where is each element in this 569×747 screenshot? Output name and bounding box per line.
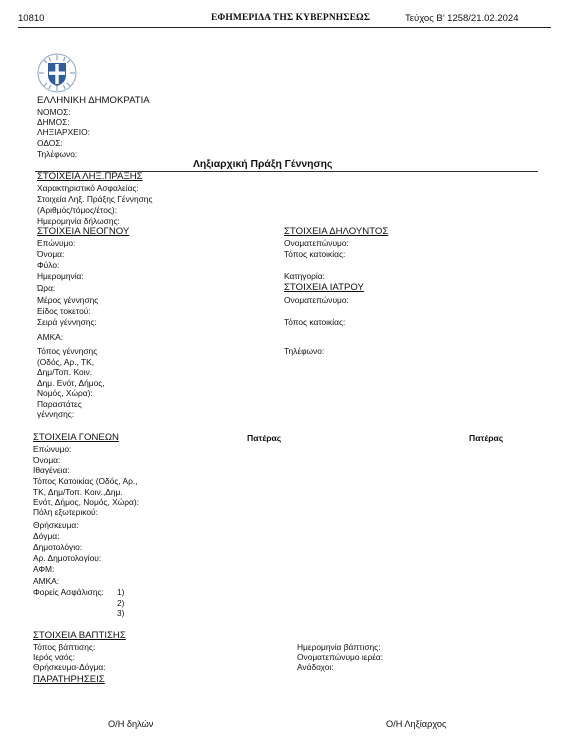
parent-religion-field: Θρήσκευμα:: [33, 520, 79, 530]
parent-residence-line-2: ΤΚ, Δημ/Τοπ. Κοιν.,Δημ.: [33, 487, 123, 497]
declarant-signature-label: Ο/Η δηλών: [108, 719, 154, 729]
birthplace-line-5: Νομός, Χώρα):: [37, 388, 93, 398]
prefecture-field: ΝΟΜΟΣ:: [37, 107, 71, 117]
baptism-religion-field: Θρήσκευμα-Δόγμα:: [33, 662, 106, 672]
newborn-time-field: Ώρα:: [37, 283, 56, 293]
security-feature-field: Χαρακτηριστικό Ασφαλείας:: [37, 183, 139, 193]
declarant-name-field: Ονοματεπώνυμο:: [284, 238, 349, 248]
municipality-field: ΔΗΜΟΣ:: [37, 117, 70, 127]
parent-denomination-field: Δόγμα:: [33, 531, 60, 541]
insurer-item-1: 1): [117, 587, 125, 597]
doctor-heading: ΣΤΟΙΧΕΙΑ ΙΑΤΡΟΥ: [284, 282, 364, 293]
form-title: Ληξιαρχική Πράξη Γέννησης: [193, 159, 333, 170]
parent-register-number-field: Αρ. Δημοτολογίου:: [33, 553, 102, 563]
birthplace-line-3: Δημ/Τοπ. Κοιν.: [37, 367, 93, 377]
doctor-name-field: Ονοματεπώνυμο:: [284, 295, 349, 305]
doctor-phone-field: Τηλέφωνο:: [284, 346, 325, 356]
birth-attendants-line-1: Παραστάτες: [37, 399, 82, 409]
newborn-sex-field: Φύλο:: [37, 260, 60, 270]
parent-municipal-register-field: Δημοτολόγιο:: [33, 542, 83, 552]
parent-residence-line-1: Τόπος Κατοικίας (Οδός, Αρ.,: [33, 476, 138, 486]
registrar-signature-label: Ο/Η Ληξίαρχος: [386, 719, 447, 729]
newborn-heading: ΣΤΟΙΧΕΙΑ ΝΕΟΓΝΟΥ: [37, 226, 130, 237]
parent-insurers-field: Φορείς Ασφάλισης:: [33, 587, 104, 597]
insurer-item-3: 3): [117, 608, 125, 618]
greek-emblem-icon: [37, 53, 77, 93]
declarant-category-field: Κατηγορία:: [284, 271, 325, 281]
godparents-field: Ανάδοχοι:: [297, 662, 334, 672]
newborn-surname-field: Επώνυμο:: [37, 238, 76, 248]
parent-amka-field: ΑΜΚΑ:: [33, 576, 60, 586]
parent-name-field: Όνομα:: [33, 455, 61, 465]
birth-order-field: Σειρά γέννησης:: [37, 317, 97, 327]
gazette-name: ΕΦΗΜΕΡΙΔΑ ΤΗΣ ΚΥΒΕΡΝΗΣΕΩΣ: [211, 13, 371, 23]
phone-field: Τηλέφωνο:: [37, 149, 78, 159]
registry-act-heading: ΣΤΟΙΧΕΙΑ ΛΗΞ.ΠΡΑΞΗΣ: [37, 171, 143, 182]
priest-name-field: Ονοματεπώνυμο ιερέα:: [297, 652, 384, 662]
issue-info: Τεύχος Β’ 1258/21.02.2024: [405, 13, 519, 24]
declarant-residence-field: Τόπος κατοικίας:: [284, 249, 346, 259]
newborn-date-field: Ημερομηνία:: [37, 271, 84, 281]
birthplace-line-2: (Οδός, Αρ., ΤΚ,: [37, 357, 95, 367]
doctor-residence-field: Τόπος κατοικίας:: [284, 317, 346, 327]
baptism-place-field: Τόπος βάπτισης:: [33, 642, 96, 652]
registry-office-field: ΛΗΞΙΑΡΧΕΙΟ:: [37, 127, 90, 137]
church-field: Ιερός ναός:: [33, 652, 75, 662]
declarant-heading: ΣΤΟΙΧΕΙΑ ΔΗΛΟΥΝΤΟΣ: [284, 226, 389, 237]
birthplace-line-4: Δημ. Ενότ, Δήμος,: [37, 378, 105, 388]
street-field: ΟΔΟΣ:: [37, 138, 63, 148]
act-details-field: Στοιχεία Ληξ. Πράξης Γέννησης: [37, 194, 153, 204]
parent-afm-field: ΑΦΜ:: [33, 564, 55, 574]
baptism-date-field: Ημερομηνία βάπτισης:: [297, 642, 381, 652]
parent-foreign-city-field: Πόλη εξωτερικού:: [33, 507, 98, 517]
parent-nationality-field: Ιθαγένεια:: [33, 465, 70, 475]
birth-attendants-line-2: γέννησης:: [37, 409, 75, 419]
second-parent-column-header: Πατέρας: [469, 433, 504, 443]
parent-surname-field: Επώνυμο:: [33, 444, 72, 454]
parent-residence-line-3: Ενότ, Δήμος, Νομός, Χώρα):: [33, 497, 139, 507]
newborn-name-field: Όνομα:: [37, 249, 65, 259]
page-number: 10810: [18, 13, 45, 24]
header-rule: [18, 27, 551, 28]
newborn-amka-field: ΑΜΚΑ:: [37, 332, 64, 342]
remarks-heading: ΠΑΡΑΤΗΡΗΣΕΙΣ: [33, 674, 105, 685]
declaration-date-field: Ημερομηνία δήλωσης:: [37, 216, 120, 226]
delivery-type-field: Είδος τοκετού:: [37, 306, 91, 316]
baptism-heading: ΣΤΟΙΧΕΙΑ ΒΑΠΤΙΣΗΣ: [33, 630, 126, 641]
parents-heading: ΣΤΟΙΧΕΙΑ ΓΟΝΕΩΝ: [33, 432, 119, 443]
insurer-item-2: 2): [117, 598, 125, 608]
father-column-header: Πατέρας: [247, 433, 282, 443]
republic-label: ΕΛΛΗΝΙΚΗ ΔΗΜΟΚΡΑΤΙΑ: [37, 95, 150, 106]
birthplace-line-1: Τόπος γέννησης: [37, 346, 98, 356]
act-number-field: (Αριθμός/τόμος/έτος):: [37, 205, 118, 215]
birth-location-type-field: Μέρος γέννησης: [37, 295, 99, 305]
